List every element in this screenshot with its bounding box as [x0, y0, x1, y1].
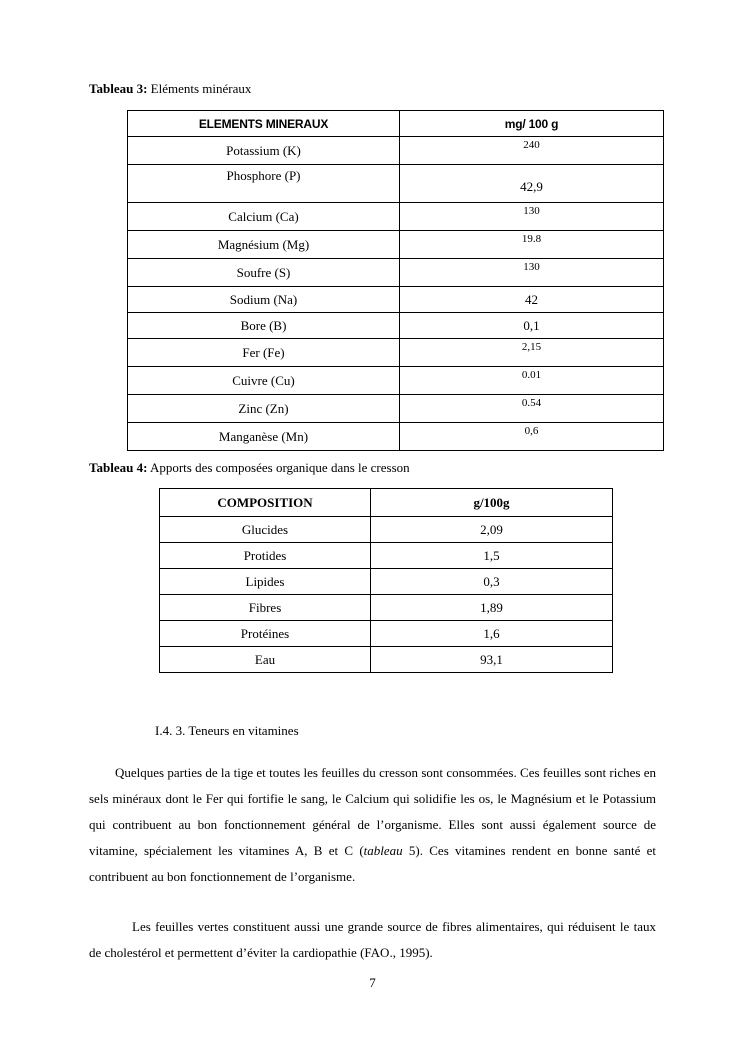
table-cell: Cuivre (Cu) [128, 367, 400, 395]
table4-caption-label: Tableau 4: [89, 460, 148, 475]
table-cell: 240 [400, 137, 664, 165]
table-row [128, 339, 664, 367]
page-number: 7 [369, 975, 376, 990]
table-cell: Fer (Fe) [128, 339, 400, 367]
table-row [128, 287, 664, 313]
table-cell: Zinc (Zn) [128, 395, 400, 423]
table-cell: Lipides [160, 569, 371, 595]
table-cell: Protéines [160, 621, 371, 647]
table-row [128, 165, 664, 203]
table-row [160, 517, 613, 543]
table-cell: Bore (B) [128, 313, 400, 339]
table-cell: 2,15 [400, 339, 664, 367]
table-cell: Fibres [160, 595, 371, 621]
table-row [160, 595, 613, 621]
table-cell: 0,3 [371, 569, 613, 595]
table-row [128, 313, 664, 339]
column-header: mg/ 100 g [400, 111, 664, 137]
composition-table [159, 488, 613, 673]
table-cell: Sodium (Na) [128, 287, 400, 313]
table3-caption [89, 81, 251, 97]
table-cell: Protides [160, 543, 371, 569]
table-row [128, 137, 664, 165]
paragraph-1-italic: tableau [363, 843, 403, 858]
table3-caption-text: Eléments minéraux [147, 81, 252, 96]
table-cell: 0,6 [400, 423, 664, 451]
table-cell: 1,6 [371, 621, 613, 647]
table-row [128, 423, 664, 451]
table-header-row [128, 111, 664, 137]
table-row [128, 395, 664, 423]
table-header-row [160, 489, 613, 517]
paragraph-1-text-b: 5). Ces vitamines rendent en bonne santé et contribuent au bon fonctionnement de l’organisme. [89, 843, 656, 884]
section-heading: I.4. 3. Teneurs en vitamines [155, 723, 299, 738]
table-cell: Eau [160, 647, 371, 673]
minerals-table [127, 110, 664, 451]
column-header: ELEMENTS MINERAUX [128, 111, 400, 137]
table-cell: 19.8 [400, 231, 664, 259]
table-cell: 42 [400, 287, 664, 313]
table-cell: 42,9 [400, 165, 664, 203]
table-row [128, 367, 664, 395]
paragraph-1-text-a: Quelques parties de la tige et toutes les feuilles du cresson sont consommées. Ces feuilles sont riches en sels minéraux dont le Fer qui fortifie le sang, le Calcium qui solidifie les os, le Magnésium et le Potassium qui contribuent au bon fonctionnement général de l’organisme. Elles sont aussi également source de vitamine, spécialement les vitamines A, B et C ( [89, 765, 656, 858]
table-row [128, 231, 664, 259]
table-row [160, 621, 613, 647]
table-cell: Magnésium (Mg) [128, 231, 400, 259]
table-cell: 1,5 [371, 543, 613, 569]
table-cell: 2,09 [371, 517, 613, 543]
table-row [128, 203, 664, 231]
table-cell: 130 [400, 203, 664, 231]
paragraph-2: Les feuilles vertes constituent aussi une grande source de fibres alimentaires, qui réduisent le taux de cholestérol et permettent d’éviter la cardiopathie (FAO., 1995). [89, 919, 656, 960]
table3-caption-label: Tableau 3: [89, 81, 148, 96]
table-row [160, 647, 613, 673]
column-header: g/100g [371, 489, 613, 517]
table-cell: Soufre (S) [128, 259, 400, 287]
table-cell: Glucides [160, 517, 371, 543]
table-cell: Potassium (K) [128, 137, 400, 165]
table-cell: Manganèse (Mn) [128, 423, 400, 451]
table-cell: Calcium (Ca) [128, 203, 400, 231]
table-cell: 130 [400, 259, 664, 287]
table-row [160, 543, 613, 569]
table4-caption [89, 460, 410, 476]
table-cell: 93,1 [371, 647, 613, 673]
paragraph-1 [89, 760, 656, 890]
table-row [160, 569, 613, 595]
table-cell: 0,1 [400, 313, 664, 339]
table4-caption-text: Apports des composées organique dans le cresson [147, 460, 410, 475]
table-cell: 0.54 [400, 395, 664, 423]
table-cell: 0.01 [400, 367, 664, 395]
column-header: COMPOSITION [160, 489, 371, 517]
table-cell: Phosphore (P) [128, 165, 400, 203]
table-row [128, 259, 664, 287]
table-cell: 1,89 [371, 595, 613, 621]
